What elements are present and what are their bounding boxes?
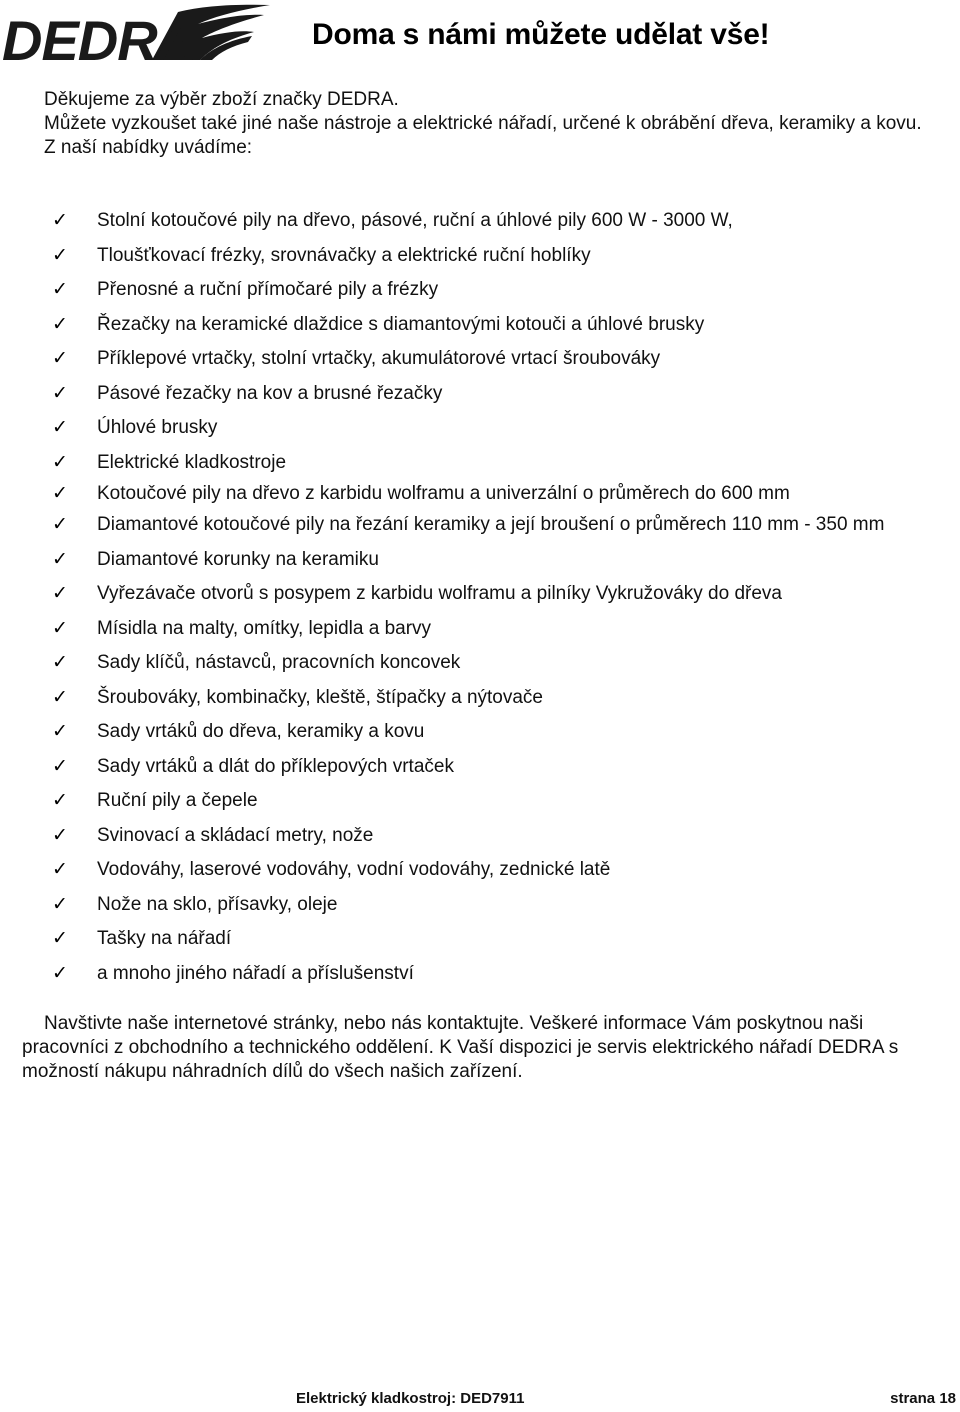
check-icon: ✓ xyxy=(52,928,68,949)
check-icon: ✓ xyxy=(52,313,68,335)
list-item-text: Sady vrtáků do dřeva, keramiky a kovu xyxy=(97,721,425,742)
list-item-text: Svinovací a skládací metry, nože xyxy=(97,824,374,846)
offer-text: Můžete vyzkoušet také jiné naše nástroje a elektrické nářadí, určené k obrábění dřeva, keramiky a kovu. xyxy=(44,113,922,134)
list-intro-text: Z naší nabídky uvádíme: xyxy=(44,137,253,158)
list-item-text: Tloušťkovací frézky, srovnávačky a elektrické ruční hoblíky xyxy=(97,244,591,266)
check-icon: ✓ xyxy=(52,721,68,742)
list-item xyxy=(52,853,957,888)
list-item-text: Pásové řezačky na kov a brusné řezačky xyxy=(97,382,443,404)
list-item-text: Řezačky na keramické dlaždice s diamantovými kotouči a úhlové brusky xyxy=(97,313,705,335)
list-item xyxy=(52,715,957,750)
list-item xyxy=(52,922,957,957)
list-item-text: Sady vrtáků a dlát do příklepových vrtaček xyxy=(97,755,454,777)
list-item xyxy=(52,543,957,578)
list-item-text: Nože na sklo, přísavky, oleje xyxy=(97,893,338,915)
list-item-text: Diamantové korunky na keramiku xyxy=(97,548,379,570)
page-footer xyxy=(0,1390,960,1412)
thanks-text: Děkujeme za výběr zboží značky DEDRA. xyxy=(44,89,399,110)
list-item-text: Příklepové vrtačky, stolní vrtačky, akumulátorové vrtací šroubováky xyxy=(97,348,661,369)
list-item xyxy=(52,480,957,508)
product-list xyxy=(52,204,957,991)
check-icon: ✓ xyxy=(52,382,68,404)
check-icon: ✓ xyxy=(52,686,68,708)
list-item xyxy=(52,204,957,239)
closing-text: Navštivte naše internetové stránky, nebo nás kontaktujte. Veškeré informace Vám poskytnou naši pracovníci z obchodního a technického oddělení. K Vaší dispozici je servis elektrického nářadí DEDRA s možností nákupu náhradních dílů do všech našich zařízení. xyxy=(22,1013,899,1082)
list-item-text: Kotoučové pily na dřevo z karbidu wolframu a univerzální o průměrech do 600 mm xyxy=(97,483,790,504)
check-icon: ✓ xyxy=(52,824,68,846)
list-item xyxy=(52,377,957,412)
list-item xyxy=(52,819,957,854)
check-icon: ✓ xyxy=(52,244,68,266)
list-item-text: Elektrické kladkostroje xyxy=(97,451,287,473)
footer-title: Elektrický kladkostroj: DED7911 xyxy=(296,1390,525,1407)
list-item xyxy=(52,508,957,543)
check-icon: ✓ xyxy=(52,210,68,231)
check-icon: ✓ xyxy=(52,617,68,639)
list-item xyxy=(52,957,957,992)
check-icon: ✓ xyxy=(52,451,68,473)
check-icon: ✓ xyxy=(52,483,68,504)
list-item-text: Ruční pily a čepele xyxy=(97,790,258,811)
list-item-text: a mnoho jiného nářadí a příslušenství xyxy=(97,962,414,984)
check-icon: ✓ xyxy=(52,583,68,604)
list-item xyxy=(52,612,957,647)
check-icon: ✓ xyxy=(52,755,68,777)
list-item-text: Mísidla na malty, omítky, lepidla a barvy xyxy=(97,617,432,639)
list-item xyxy=(52,577,957,612)
list-item-text: Sady klíčů, nástavců, pracovních koncovek xyxy=(97,652,461,673)
list-item xyxy=(52,784,957,819)
list-item-text: Úhlové brusky xyxy=(97,417,218,438)
list-item-text: Vodováhy, laserové vodováhy, vodní vodováhy, zednické latě xyxy=(97,859,611,880)
list-item xyxy=(52,411,957,446)
list-item xyxy=(52,681,957,716)
header-slogan: Doma s námi můžete udělat vše! xyxy=(312,18,770,51)
list-item xyxy=(52,342,957,377)
list-item-text: Diamantové kotoučové pily na řezání keramiky a její broušení o průměrech 110 mm - 350 mm xyxy=(97,514,885,535)
check-icon: ✓ xyxy=(52,893,68,915)
list-item-text: Vyřezávače otvorů s posypem z karbidu wolframu a pilníky Vykružováky do dřeva xyxy=(97,583,783,604)
list-item-text: Šroubováky, kombinačky, kleště, štípačky a nýtovače xyxy=(97,686,543,708)
page-header xyxy=(0,0,960,72)
list-item xyxy=(52,446,957,481)
list-item xyxy=(52,308,957,343)
check-icon: ✓ xyxy=(52,348,68,369)
list-item-text: Přenosné a ruční přímočaré pily a frézky xyxy=(97,279,439,300)
check-icon: ✓ xyxy=(52,548,68,570)
list-item xyxy=(52,239,957,274)
list-item xyxy=(52,888,957,923)
check-icon: ✓ xyxy=(52,859,68,880)
dedra-logo xyxy=(2,2,270,64)
check-icon: ✓ xyxy=(52,962,68,984)
check-icon: ✓ xyxy=(52,279,68,300)
list-item-text: Tašky na nářadí xyxy=(97,928,232,949)
svg-text:DEDRA: DEDRA xyxy=(2,9,197,64)
closing-section xyxy=(22,1012,952,1084)
check-icon: ✓ xyxy=(52,652,68,673)
check-icon: ✓ xyxy=(52,790,68,811)
list-item xyxy=(52,273,957,308)
page-number: strana 18 xyxy=(890,1390,956,1407)
list-item xyxy=(52,646,957,681)
list-item xyxy=(52,750,957,785)
intro-section xyxy=(22,88,952,160)
check-icon: ✓ xyxy=(52,417,68,438)
list-item-text: Stolní kotoučové pily na dřevo, pásové, ruční a úhlové pily 600 W - 3000 W, xyxy=(97,210,733,231)
check-icon: ✓ xyxy=(52,514,68,535)
